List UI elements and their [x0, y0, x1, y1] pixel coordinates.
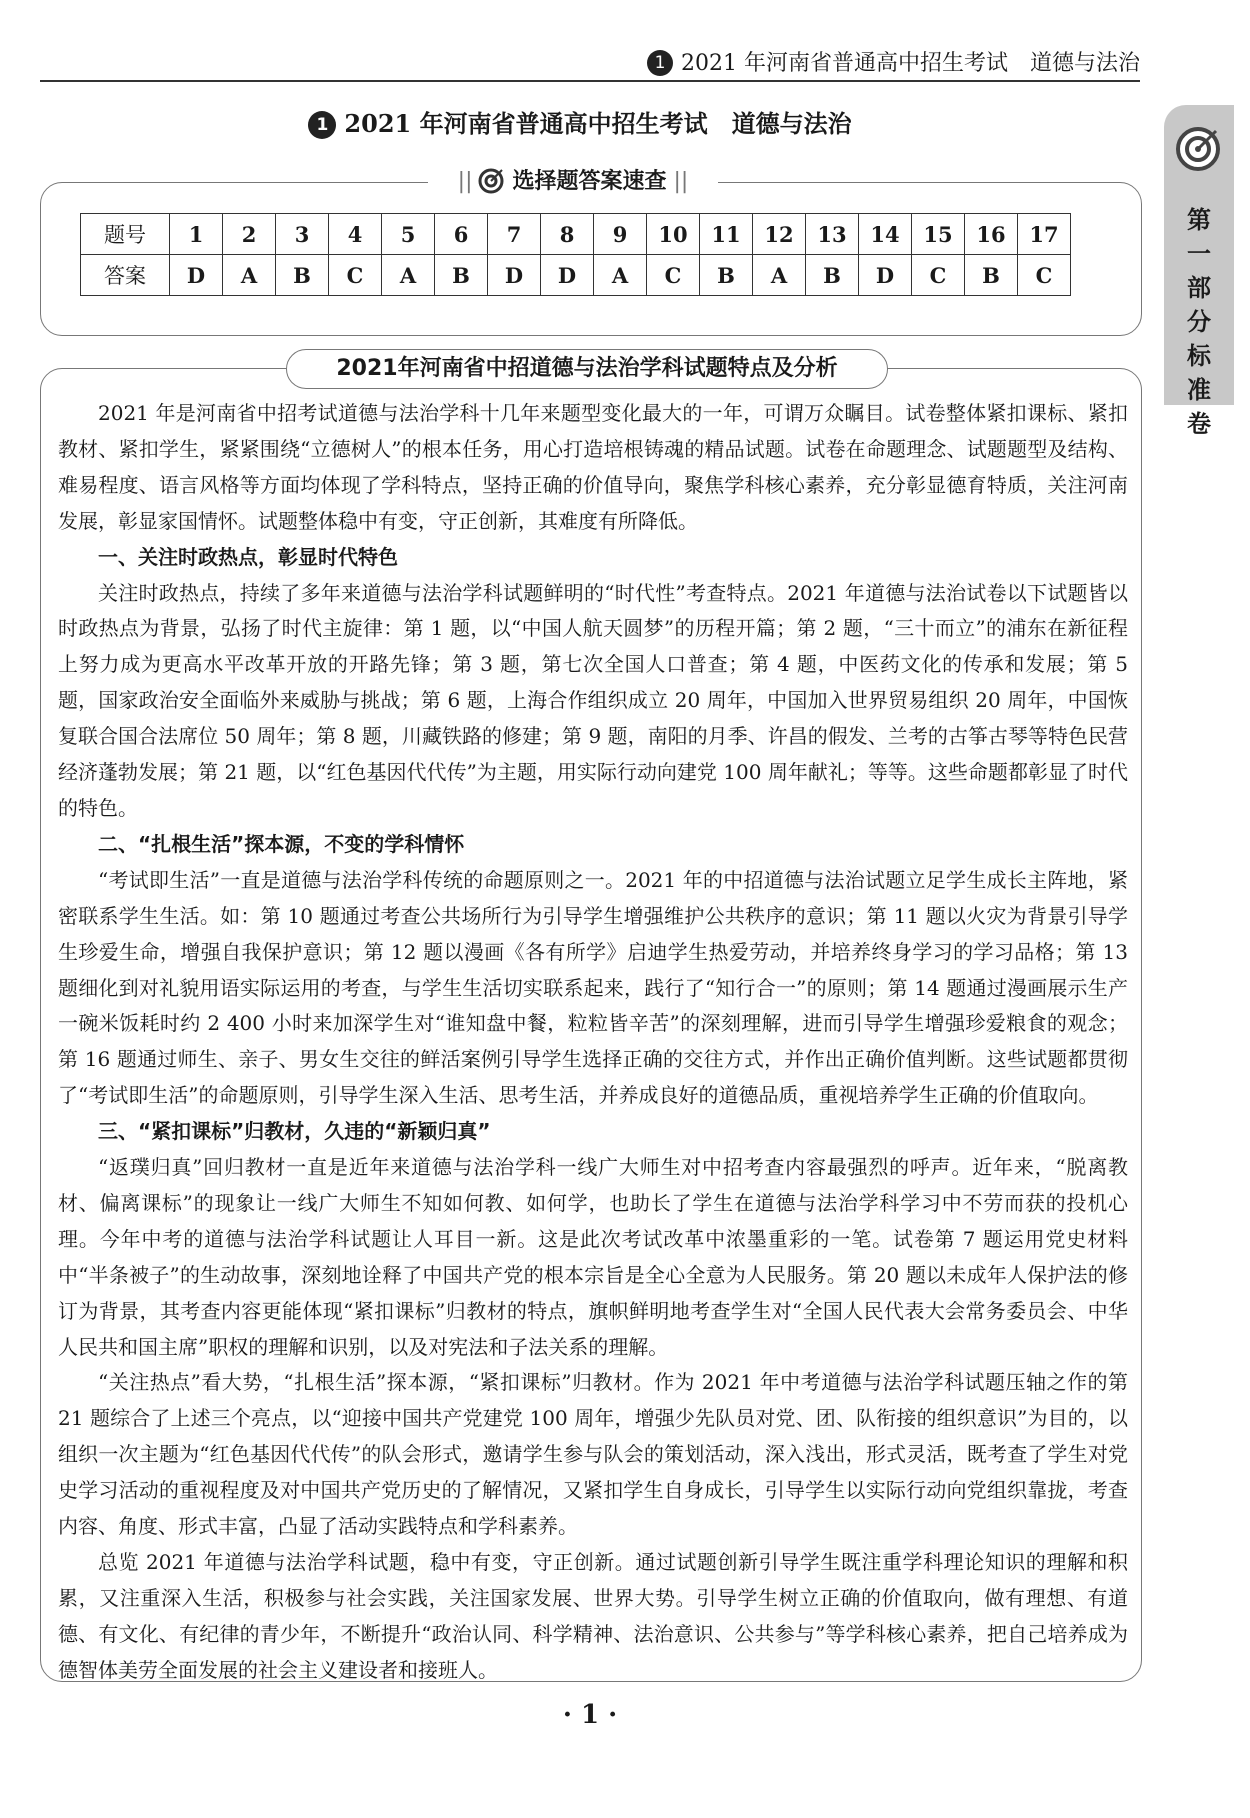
answer-letter: A [594, 255, 647, 296]
side-tab-label: 第一部分 标准卷 [1187, 206, 1235, 438]
question-number: 15 [912, 214, 965, 255]
running-header-title [647, 46, 1140, 77]
question-number: 7 [488, 214, 541, 255]
question-number: 14 [859, 214, 912, 255]
answer-letter: A [382, 255, 435, 296]
title-number-badge: 1 [308, 111, 336, 139]
question-number-row [81, 214, 1071, 255]
analysis-content [58, 396, 1128, 1689]
section-2-title: 二、“扎根生活”探本源，不变的学科情怀 [98, 831, 465, 856]
answer-table [80, 213, 1071, 296]
analysis-heading: 2021年河南省中招道德与法治学科试题特点及分析 [286, 349, 888, 389]
question-number: 10 [647, 214, 700, 255]
conclusion-paragraph: 总览 2021 年道德与法治学科试题，稳中有变，守正创新。通过试题创新引导学生既注重学科理论知识的理解和积累，又注重深入生活，积极参与社会实践，关注国家发展、世界大势。引导学生树立正确的价值取向，做有理想、有道德、有文化、有纪律的青少年，不断提升“政治认同、科学精神、法治意识、公共参与”等学科核心素养，把自己培养成为德智体美劳全面发展的社会主义建设者和接班人。 [58, 1550, 1128, 1682]
answer-letter: C [329, 255, 382, 296]
question-number: 1 [170, 214, 223, 255]
answer-letter: B [435, 255, 488, 296]
page-title [0, 104, 1160, 139]
question-number: 5 [382, 214, 435, 255]
answer-letter: D [859, 255, 912, 296]
section-side-tab [1164, 105, 1235, 438]
answer-letter: B [965, 255, 1018, 296]
question-number: 13 [806, 214, 859, 255]
answer-letter: A [223, 255, 276, 296]
page-number: · 1 · [562, 1700, 618, 1730]
intro-paragraph: 2021 年是河南省中招考试道德与法治学科十几年来题型变化最大的一年，可谓万众瞩目。试卷整体紧扣课标、紧扣教材、紧扣学生，紧紧围绕“立德树人”的根本任务，用心打造培根铸魂的精品试题。试卷在命题理念、试题题型及结构、难易程度、语言风格等方面均体现了学科特点，坚持正确的价值导向，聚焦学科核心素养，充分彰显德育特质，关注河南发展，彰显家国情怀。试题整体稳中有变，守正创新，其难度有所降低。 [58, 401, 1128, 533]
chapter-number-badge: 1 [647, 50, 673, 76]
section-2-paragraph: “考试即生活”一直是道德与法治学科传统的命题原则之一。2021 年的中招道德与法治试题立足学生成长主阵地，紧密联系学生生活。如：第 10 题通过考查公共场所行为引导学生增强维护公共秩序的意识；第 11 题以火灾为背景引导学生珍爱生命，增强自我保护意识；第 12 题以漫画《各有所学》启迪学生热爱劳动，并培养终身学习的学习品格；第 13 题细化到对礼貌用语实际运用的考查，与学生生活切实联系起来，践行了“知行合一”的原则；第 14 题通过漫画展示生产一碗米饭耗时约 2 400 小时来加深学生对“谁知盘中餐，粒粒皆辛苦”的深刻理解，进而引导学生增强珍爱粮食的观念；第 16 题通过师生、亲子、男女生交往的鲜活案例引导学生选择正确的交往方式，并作出正确价值判断。这些试题都贯彻了“考试即生活”的命题原则，引导学生深入生活、思考生活，并养成良好的道德品质，重视培养学生正确的价值取向。 [58, 867, 1128, 1108]
section-3-title: 三、“紧扣课标”归教材，久违的“新颖归真” [98, 1119, 491, 1144]
question-number: 12 [753, 214, 806, 255]
summary-paragraph: “关注热点”看大势，“扎根生活”探本源，“紧扣课标”归教材。作为 2021 年中考道德与法治学科试题压轴之作的第 21 题综合了上述三个亮点，以“迎接中国共产党建党 100 周年，增强少先队员对党、团、队衔接的组织意识”为目的，以组织一次主题为“红色基因代代传”的队会形式，邀请学生参与队会的策划活动，深入浅出，形式灵活，既考查了学生对党史学习活动的重视程度及对中国共产党历史的了解情况，又紧扣学生自身成长，引导学生以实际行动向党组织靠拢，考查内容、角度、形式丰富，凸显了活动实践特点和学科素养。 [58, 1370, 1128, 1539]
question-number: 16 [965, 214, 1018, 255]
answer-letter: D [541, 255, 594, 296]
running-header [40, 40, 1140, 82]
question-number: 4 [329, 214, 382, 255]
answer-letter: B [276, 255, 329, 296]
answer-letter: A [753, 255, 806, 296]
answer-letter: D [170, 255, 223, 296]
target-icon [478, 168, 504, 194]
question-number: 8 [541, 214, 594, 255]
answer-letter: B [806, 255, 859, 296]
target-icon [1174, 125, 1222, 173]
running-header-text: 2021 年河南省普通高中招生考试 道德与法治 [681, 51, 1140, 76]
page-title-text: 2021 年河南省普通高中招生考试 道德与法治 [344, 109, 852, 138]
answer-row [81, 255, 1071, 296]
row-label-question: 题号 [81, 214, 170, 255]
section-1-title: 一、关注时政热点，彰显时代特色 [98, 544, 398, 569]
answer-letter: C [1018, 255, 1071, 296]
answer-section-heading: || 选择题答案速查 || [428, 164, 718, 200]
answer-letter: C [912, 255, 965, 296]
question-number: 3 [276, 214, 329, 255]
section-3-paragraph: “返璞归真”回归教材一直是近年来道德与法治学科一线广大师生对中招考查内容最强烈的呼声。近年来，“脱离教材、偏离课标”的现象让一线广大师生不知如何教、如何学，也助长了学生在道德与法治学科学习中不劳而获的投机心理。今年中考的道德与法治学科试题让人耳目一新。这是此次考试改革中浓墨重彩的一笔。试卷第 7 题运用党史材料中“半条被子”的生动故事，深刻地诠释了中国共产党的根本宗旨是全心全意为人民服务。第 20 题以未成年人保护法的修订为背景，其考查内容更能体现“紧扣课标”归教材的特点，旗帜鲜明地考查学生对“全国人民代表大会常务委员会、中华人民共和国主席”职权的理解和识别，以及对宪法和子法关系的理解。 [58, 1155, 1128, 1359]
answer-letter: C [647, 255, 700, 296]
answer-heading-text: 选择题答案速查 [512, 169, 667, 194]
section-1-paragraph: 关注时政热点，持续了多年来道德与法治学科试题鲜明的“时代性”考查特点。2021 年道德与法治试卷以下试题皆以时政热点为背景，弘扬了时代主旋律：第 1 题，以“中国人航天圆梦”的历程开篇；第 2 题，“三十而立”的浦东在新征程上努力成为更高水平改革开放的开路先锋；第 3 题，第七次全国人口普查；第 4 题，中医药文化的传承和发展；第 5 题，国家政治安全面临外来威胁与挑战；第 6 题，上海合作组织成立 20 周年，中国加入世界贸易组织 20 周年，中国恢复联合国合法席位 50 周年；第 8 题，川藏铁路的修建；第 9 题，南阳的月季、许昌的假发、兰考的古筝古琴等特色民营经济蓬勃发展；第 21 题，以“红色基因代代传”为主题，用实际行动向建党 100 周年献礼；等等。这些命题都彰显了时代的特色。 [58, 580, 1128, 820]
question-number: 6 [435, 214, 488, 255]
question-number: 9 [594, 214, 647, 255]
question-number: 11 [700, 214, 753, 255]
row-label-answer: 答案 [81, 255, 170, 296]
answer-letter: D [488, 255, 541, 296]
answer-letter: B [700, 255, 753, 296]
question-number: 17 [1018, 214, 1071, 255]
question-number: 2 [223, 214, 276, 255]
